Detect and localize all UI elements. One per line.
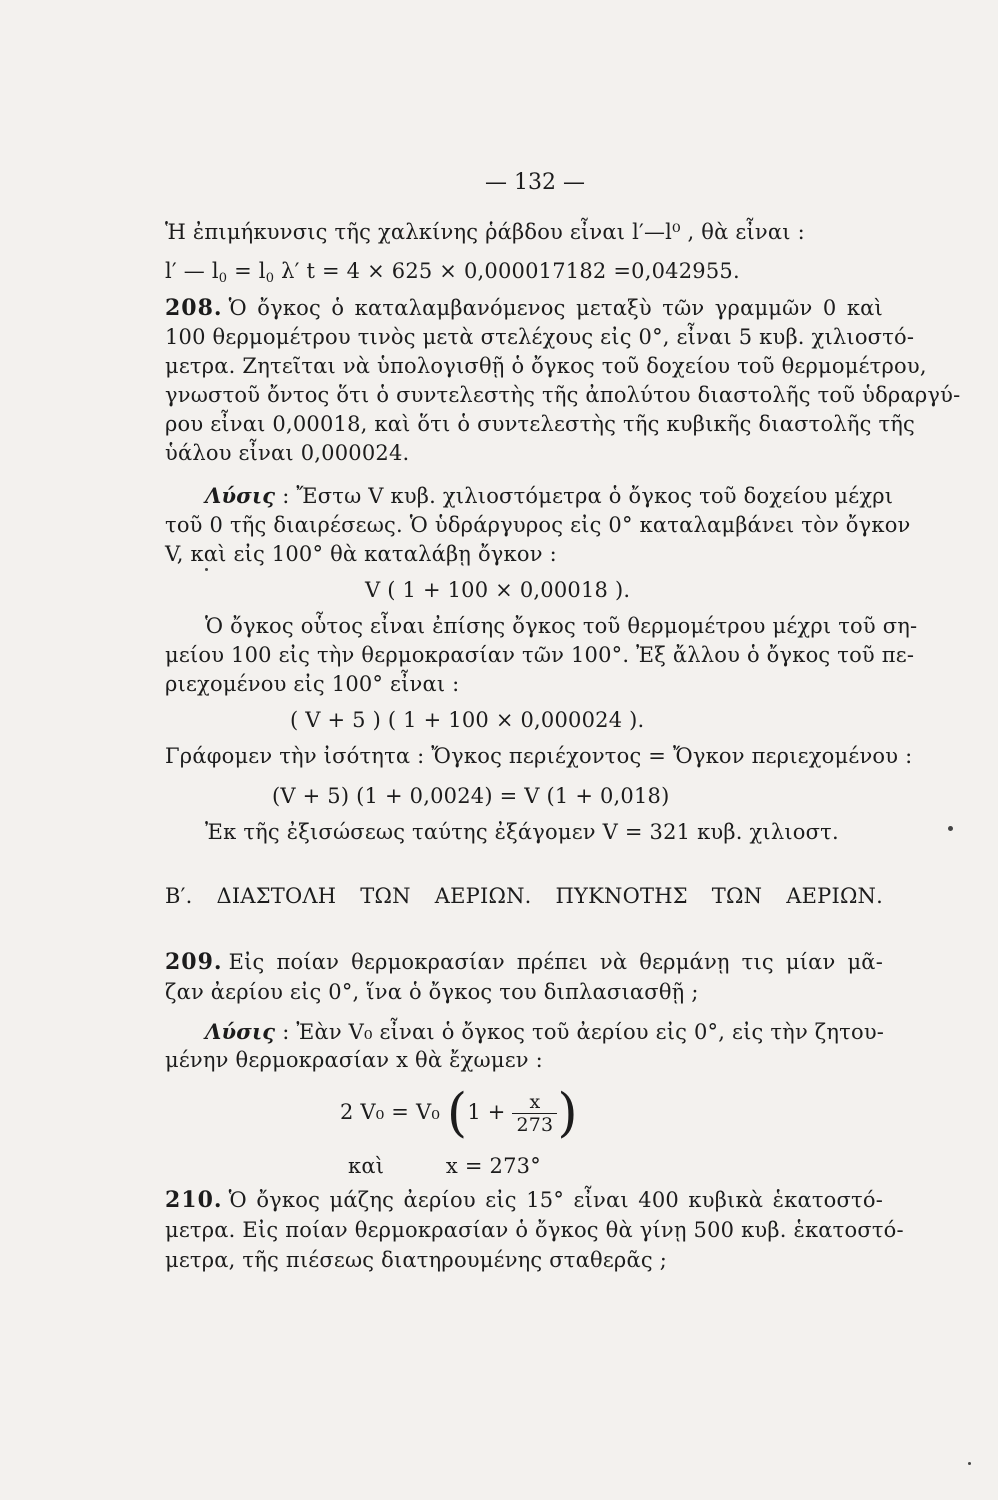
text-line: ζαν ἀερίου εἰς 0°, ἵνα ὁ ὄγκος του διπλασιασθῇ ; [165, 980, 699, 1004]
solution-line [205, 1018, 883, 1046]
problem-number-209: 209. [165, 949, 223, 975]
text-line: μετρα. Εἰς ποίαν θερμοκρασίαν ὁ ὄγκος θὰ γίνῃ 500 κυβ. ἑκατοστό- [165, 1218, 904, 1242]
equation-2: ( V + 5 ) ( 1 + 100 × 0,000024 ). [290, 708, 645, 732]
text-line: ρου εἶναι 0,00018, καὶ ὅτι ὁ συντελεστὴς τῆς κυβικῆς διαστολῆς τῆς [165, 412, 916, 436]
text-line: μένην θερμοκρασίαν x θὰ ἔχωμεν : [165, 1048, 543, 1072]
page-number: — 132 — [485, 170, 585, 195]
fraction [512, 1091, 557, 1136]
equation-5 [348, 1152, 648, 1180]
equation-part: = l [234, 259, 266, 283]
text-span: : Ἐὰν V₀ εἶναι ὁ ὄγκος τοῦ ἀερίου εἰς 0°, εἰς τὴν ζητου- [282, 1020, 885, 1044]
equation-part: λ′ t = 4 × 625 × 0,000017182 =0,042955. [281, 259, 740, 283]
equation-3: (V + 5) (1 + 0,0024) = V (1 + 0,018) [272, 784, 670, 808]
problem-208-line [165, 294, 883, 322]
text-span: Ὁ ὄγκος ὁ καταλαμβανόμενος μεταξὺ τῶν γραμμῶν 0 καὶ [228, 296, 883, 320]
problem-number-208: 208. [165, 295, 223, 321]
equation-line: l′ — $l_0 = l_0$ λ′ t = 4 × 625 × 0,000017182 =0,042955. [165, 259, 740, 286]
equation-part: 2 V₀ = V₀ [340, 1100, 440, 1124]
problem-210-line [165, 1186, 883, 1214]
text-line: Ὁ ὄγκος οὗτος εἶναι ἐπίσης ὄγκος τοῦ θερμομέτρου μέχρι τοῦ ση- [205, 614, 918, 638]
text-span: Εἰς ποίαν θερμοκρασίαν πρέπει νὰ θερμάνῃ τις μίαν μᾶ- [228, 950, 883, 974]
text-line: V, καὶ εἰς 100° θὰ καταλάβῃ ὄγκον : [165, 542, 557, 566]
solution-label: Λύσις [205, 483, 276, 508]
text-line: μετρα. Ζητεῖται νὰ ὑπολογισθῇ ὁ ὄγκος τοῦ δοχείου τοῦ θερμομέτρου, [165, 354, 927, 378]
text-line: Ἡ ἐπιμήκυνσις τῆς χαλκίνης ῥάβδου εἶναι l′—l⁰ , θὰ εἶναι : [165, 220, 805, 244]
equation-4: 2 V₀ = V₀ (1 + $\frac{x}{273}$ ) [340, 1083, 578, 1144]
text-span: : Ἔστω V κυβ. χιλιοστόμετρα ὁ ὄγκος τοῦ δοχείου μέχρι [282, 484, 894, 508]
solution-label: Λύσις [205, 1019, 276, 1044]
equation-1: V ( 1 + 100 × 0,00018 ). [365, 578, 631, 602]
problem-209-line [165, 948, 883, 976]
text-line: μείου 100 εἰς τὴν θερμοκρασίαν τῶν 100°. Ἐξ ἄλλου ὁ ὄγκος τοῦ πε- [165, 643, 915, 667]
text-line: ὑάλου εἶναι 0,000024. [165, 441, 410, 465]
equation-part: καὶ [348, 1154, 385, 1178]
equation-part: 1 + [467, 1100, 506, 1124]
ink-speck [205, 568, 208, 571]
fraction-denominator: 273 [516, 1114, 554, 1136]
text-line: ριεχομένου εἰς 100° εἶναι : [165, 672, 460, 696]
fraction-numerator: x [512, 1091, 557, 1114]
equation-part: l′ — l [165, 259, 219, 283]
problem-number-210: 210. [165, 1187, 223, 1213]
solution-line [205, 482, 894, 510]
text-line: μετρα, τῆς πιέσεως διατηρουμένης σταθερᾶς ; [165, 1248, 667, 1272]
ink-speck [948, 826, 953, 831]
text-line: 100 θερμομέτρου τινὸς μετὰ στελέχους εἰς 0°, εἶναι 5 κυβ. χιλιοστό- [165, 325, 915, 349]
section-heading: Β′. ΔΙΑΣΤΟΛΗ ΤΩΝ ΑΕΡΙΩΝ. ΠΥΚΝΟΤΗΣ ΤΩΝ ΑΕΡΙΩΝ. [165, 884, 883, 908]
text-line: τοῦ 0 τῆς διαιρέσεως. Ὁ ὑδράργυρος εἰς 0° καταλαμβάνει τὸν ὄγκον [165, 513, 911, 537]
ink-speck [968, 1462, 971, 1465]
text-line: γνωστοῦ ὄντος ὅτι ὁ συντελεστὴς τῆς ἀπολύτου διαστολῆς τοῦ ὑδραργύ- [165, 383, 961, 407]
text-span: Ὁ ὄγκος μάζης ἀερίου εἰς 15° εἶναι 400 κυβικὰ ἑκατοστό- [228, 1188, 883, 1212]
text-line: Ἐκ τῆς ἐξισώσεως ταύτης ἐξάγομεν V = 321 κυβ. χιλιοστ. [205, 820, 839, 844]
text-line: Γράφομεν τὴν ἰσότητα : Ὄγκος περιέχοντος = Ὄγκον περιεχομένου : [165, 744, 913, 768]
equation-part: x = 273° [445, 1154, 541, 1178]
